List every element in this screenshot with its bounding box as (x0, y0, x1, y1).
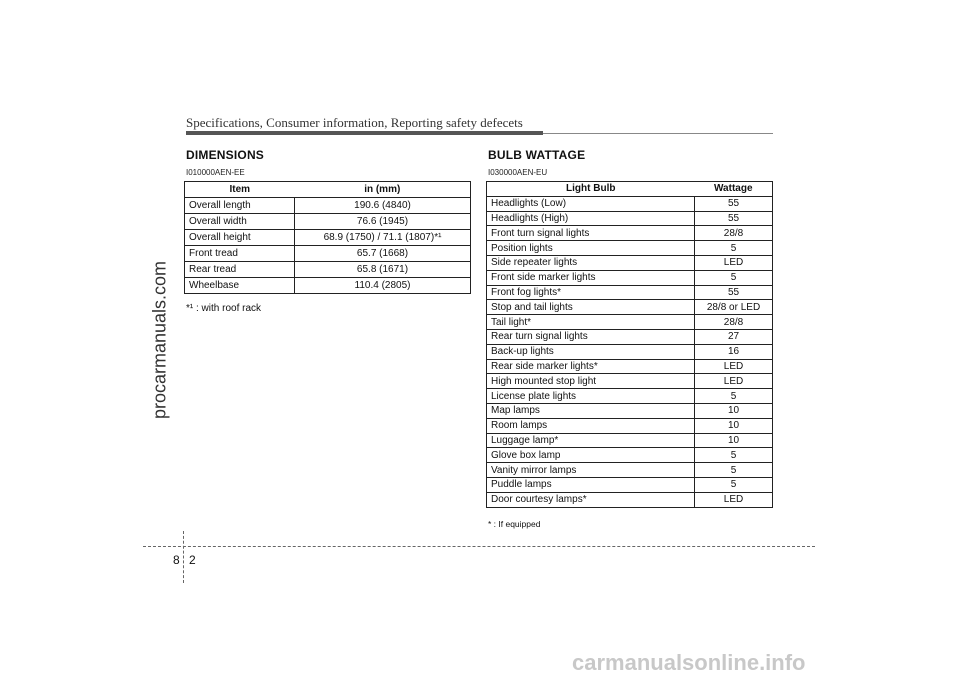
row-label: Rear turn signal lights (487, 329, 695, 344)
row-value: 27 (695, 329, 773, 344)
row-label: Position lights (487, 241, 695, 256)
row-label: Room lamps (487, 418, 695, 433)
column-header-wattage: Wattage (713, 183, 753, 195)
row-value: LED (695, 374, 773, 389)
table-row (487, 226, 773, 241)
row-label: Front turn signal lights (487, 226, 695, 241)
bulb-wattage-title: BULB WATTAGE (488, 148, 586, 162)
row-label: Puddle lamps (487, 477, 695, 492)
row-label: Glove box lamp (487, 448, 695, 463)
column-header-value: in (mm) (295, 182, 471, 198)
table-header-row (185, 182, 471, 198)
row-value: LED (695, 492, 773, 507)
bulb-footnote: * : If equipped (488, 519, 541, 529)
row-label: Headlights (High) (487, 211, 695, 226)
row-value: 5 (695, 389, 773, 404)
row-value: 55 (695, 211, 773, 226)
row-label: Rear side marker lights* (487, 359, 695, 374)
table-row (487, 241, 773, 256)
footer-divider (143, 546, 815, 547)
row-label: Overall height (185, 230, 295, 246)
table-row (487, 329, 773, 344)
table-row (487, 315, 773, 330)
row-value: 55 (695, 285, 773, 300)
header-rule (186, 131, 543, 135)
table-row (487, 418, 773, 433)
row-label: Rear tread (185, 262, 295, 278)
dimensions-code: I010000AEN-EE (186, 168, 245, 177)
table-row (487, 403, 773, 418)
row-label: Overall width (185, 214, 295, 230)
side-watermark: procarmanuals.com (149, 260, 170, 420)
table-row (185, 214, 471, 230)
row-value: 10 (695, 403, 773, 418)
row-value: LED (695, 255, 773, 270)
row-value: 190.6 (4840) (295, 198, 471, 214)
bulb-wattage-table-body (487, 196, 773, 507)
table-row (185, 246, 471, 262)
bottom-watermark: carmanualsonline.info (572, 650, 806, 675)
table-row (487, 433, 773, 448)
table-row (487, 285, 773, 300)
table-row (487, 374, 773, 389)
dimensions-table-body (185, 198, 471, 294)
row-value: 28/8 (695, 315, 773, 330)
table-row (487, 389, 773, 404)
bulb-wattage-table (486, 181, 773, 508)
row-label: Door courtesy lamps* (487, 492, 695, 507)
row-value: LED (695, 359, 773, 374)
row-value: 55 (695, 196, 773, 211)
row-label: Vanity mirror lamps (487, 463, 695, 478)
page-number: 2 (189, 553, 196, 567)
row-value: 5 (695, 270, 773, 285)
dimensions-footnote: *¹ : with roof rack (186, 303, 262, 314)
row-value: 68.9 (1750) / 71.1 (1807)*¹ (295, 230, 471, 246)
row-label: Back-up lights (487, 344, 695, 359)
column-header-light-bulb: Light Bulb (566, 183, 616, 195)
row-value: 65.7 (1668) (295, 246, 471, 262)
table-row (487, 211, 773, 226)
row-label: Headlights (Low) (487, 196, 695, 211)
row-label: Front side marker lights (487, 270, 695, 285)
row-value: 5 (695, 241, 773, 256)
row-label: Stop and tail lights (487, 300, 695, 315)
table-row (487, 196, 773, 211)
table-row (185, 262, 471, 278)
table-row (487, 463, 773, 478)
row-value: 65.8 (1671) (295, 262, 471, 278)
bulb-wattage-code: I030000AEN-EU (488, 168, 548, 177)
table-row (185, 198, 471, 214)
row-value: 10 (695, 433, 773, 448)
row-label: Wheelbase (185, 278, 295, 294)
row-label: License plate lights (487, 389, 695, 404)
row-label: Side repeater lights (487, 255, 695, 270)
page-header-title: Specifications, Consumer information, Reporting safety defecets (186, 115, 523, 130)
row-value: 5 (695, 448, 773, 463)
row-value: 10 (695, 418, 773, 433)
row-label: Overall length (185, 198, 295, 214)
table-row (487, 300, 773, 315)
row-value: 76.6 (1945) (295, 214, 471, 230)
table-row (487, 255, 773, 270)
row-value: 16 (695, 344, 773, 359)
row-value: 5 (695, 477, 773, 492)
chapter-number: 8 (173, 553, 180, 567)
dimensions-table (184, 181, 471, 294)
table-row (487, 448, 773, 463)
footer-vertical-divider (183, 531, 184, 583)
header-rule-thin (543, 133, 773, 134)
column-header-item: Item (185, 182, 295, 198)
dimensions-title: DIMENSIONS (186, 148, 265, 162)
table-row (185, 230, 471, 246)
row-label: High mounted stop light (487, 374, 695, 389)
table-row (185, 278, 471, 294)
table-row (487, 359, 773, 374)
row-label: Luggage lamp* (487, 433, 695, 448)
row-label: Tail light* (487, 315, 695, 330)
row-value: 28/8 or LED (695, 300, 773, 315)
table-row (487, 492, 773, 507)
row-label: Front tread (185, 246, 295, 262)
row-value: 5 (695, 463, 773, 478)
row-value: 28/8 (695, 226, 773, 241)
table-row (487, 477, 773, 492)
row-label: Map lamps (487, 403, 695, 418)
table-row (487, 270, 773, 285)
table-header-row (487, 182, 773, 197)
row-value: 110.4 (2805) (295, 278, 471, 294)
table-row (487, 344, 773, 359)
row-label: Front fog lights* (487, 285, 695, 300)
